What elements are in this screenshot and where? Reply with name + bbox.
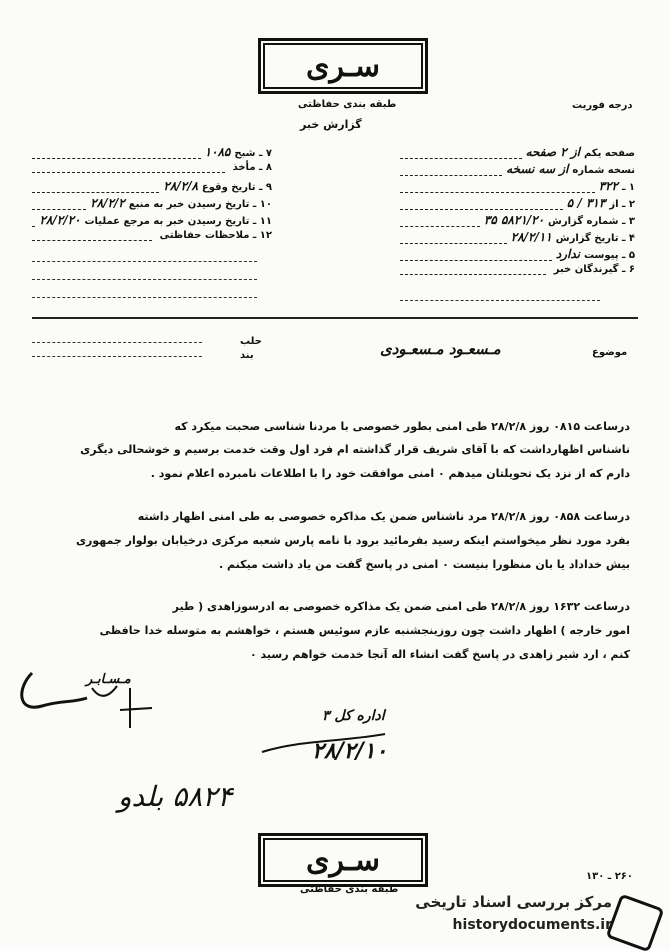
field-label: ۸ ـ مأخذ (232, 162, 272, 173)
field-value: ۲۸/۲/۲۰ (39, 213, 81, 227)
dotted-line (32, 157, 201, 159)
body-line: امور خارجه ) اظهار داشت چون روزینجشنبه عازم سوئیس هستم ، خواهشم به متوسله خدا حافظی (99, 624, 630, 637)
field-label: ۴ ـ تاریخ گزارش (555, 233, 635, 244)
body-line: درساعت ۱۶۳۲ روز ۲۸/۲/۸ طی امنی ضمن یک مذاکره خصوصی به ادرسوزاهدی ( طیر (172, 600, 630, 613)
field-value: از ۲ صفحه (525, 145, 580, 159)
field-label: ۱۱ ـ تاریخ رسیدن خبر به مرجع عملیات (84, 216, 272, 227)
subject-label: موضوع (592, 347, 628, 358)
dotted-line (400, 225, 480, 227)
handwritten-file-number: ۵۸۲۴ بلدو (118, 780, 233, 813)
classification-stamp-bottom (258, 833, 428, 887)
blank-line (32, 261, 257, 262)
field-label: ۱۰ ـ تاریخ رسیدن خبر به منبع (128, 199, 272, 210)
classification-stamp-top (258, 38, 428, 94)
body-line: بفرد مورد نظر میخواستم اینکه رسید بفرمائید برود با نامه پارس شعبه مرکزی درخیابان بولوار جمهوری (75, 534, 630, 547)
field-value: از سه نسخه (506, 162, 569, 176)
blank-line (32, 342, 202, 343)
field-label: ۹ ـ تاریخ وقوع (201, 182, 272, 193)
dotted-line (32, 239, 152, 241)
handwritten-signature: اداره کل ۳ (322, 708, 385, 724)
handwritten-date: ۲۸/۲/۱۰ (312, 738, 388, 764)
field-label: صفحه یکم (583, 148, 635, 159)
body-line: کنم ، ارد شیر زاهدی در پاسخ گفت انشاء اله آنجا خدمت خواهم رسید ۰ (250, 648, 630, 661)
dotted-line (32, 191, 159, 193)
body-line: ناشناس اظهارداشت که با آقای شریف قرار گذاشته ام فرد اول وقت خدمت برسیم و خوشحالی دیگری (80, 443, 630, 456)
signature-mark-left (12, 658, 162, 728)
right-field-row (400, 264, 635, 275)
dotted-line (32, 208, 86, 210)
priority-label: درجه فوریت (572, 100, 633, 111)
field-label: ۲ ـ از (609, 199, 635, 210)
report-title: گزارش خبر (300, 118, 362, 131)
right-field-row (400, 230, 635, 244)
archive-logo-icon (606, 894, 665, 952)
left-field-row (32, 230, 272, 241)
right-field-row (400, 162, 635, 176)
dotted-line (400, 157, 522, 159)
field-value: ۲۸/۲/۸ (163, 179, 198, 193)
body-line: درساعت ۰۸۱۵ روز ۲۸/۲/۸ طی امنی بطور خصوصی با مردنا شناسی صحبت میکرد که (174, 420, 630, 433)
left-field-row (32, 179, 272, 193)
right-field-row (400, 196, 635, 210)
field-label: ۳ ـ شماره گزارش (548, 216, 635, 227)
subject-value: مـسعـود مـسعـودی (380, 340, 501, 358)
handwritten-note-left: مـسـابـر (86, 672, 131, 687)
right-field-row (400, 145, 635, 159)
left-field-row (32, 213, 272, 227)
dotted-line (400, 273, 546, 275)
side-note-bottom: بند (240, 350, 254, 361)
field-value: ۲۸/۲/۱۱ (510, 230, 552, 244)
signature-underline (260, 730, 390, 760)
dotted-line (32, 171, 225, 173)
right-field-row (400, 179, 635, 193)
field-value: ۲۸/۲/۲ (90, 196, 125, 210)
right-field-row (400, 213, 635, 227)
org-label-bottom: طبقه بندی حفاظتی (300, 884, 399, 895)
page-code: ۲۶۰ ـ ۱۳۰ (586, 871, 634, 882)
dotted-line (400, 208, 563, 210)
left-field-row (32, 196, 272, 210)
field-value: ۱۰۸۵ (204, 145, 231, 159)
divider (32, 317, 638, 319)
dotted-line (400, 259, 552, 261)
watermark-url: historydocuments.ir (452, 917, 612, 933)
field-label: ۶ ـ گیرندگان خبر (553, 264, 635, 275)
classification-label: سـرى (263, 43, 423, 89)
field-value: ۵۸۲۱/۲۰ ۳۵ (483, 213, 545, 227)
blank-line (32, 297, 257, 298)
left-field-row (32, 162, 272, 173)
field-value: ۳۱۳ / ۵ (566, 196, 606, 210)
blank-line (32, 279, 257, 280)
watermark-text: مرکز بررسی اسناد تاریخی (415, 893, 612, 911)
body-line: درساعت ۰۸۵۸ روز ۲۸/۲/۸ مرد ناشناس ضمن یک مذاکره خصوصی به طی امنی اظهار داشته (137, 510, 630, 523)
field-label: ۱۲ ـ ملاحظات حفاظتی (159, 230, 272, 241)
right-field-row (400, 247, 635, 261)
field-label: ۵ ـ پیوست (583, 250, 635, 261)
dotted-line (400, 174, 502, 176)
field-label: ۷ ـ شبح (234, 148, 272, 159)
blank-line (400, 300, 600, 301)
field-label: ۱ ـ (621, 182, 635, 193)
field-value: ندارد (555, 247, 580, 261)
body-line: دارم که از نزد یک تحویلتان میدهم ۰ امنی موافقت خود را با اطلاعات نامبرده اعلام نمود . (150, 467, 630, 480)
dotted-line (400, 242, 507, 244)
classification-label-bottom: سـرى (263, 838, 423, 882)
side-note-top: حلب (240, 336, 262, 347)
dotted-line (32, 225, 35, 227)
field-label: نسخه شماره (572, 165, 635, 176)
org-label: طبقه بندی حفاظتی (298, 99, 397, 110)
body-line: بیش خداداد یا بان منظورا بنیست ۰ امنی در پاسخ گفت من یاد داشت میکنم . (219, 558, 630, 571)
field-value: ۳۲۲ (598, 179, 618, 193)
blank-line (32, 356, 202, 357)
left-field-row (32, 145, 272, 159)
dotted-line (400, 191, 595, 193)
